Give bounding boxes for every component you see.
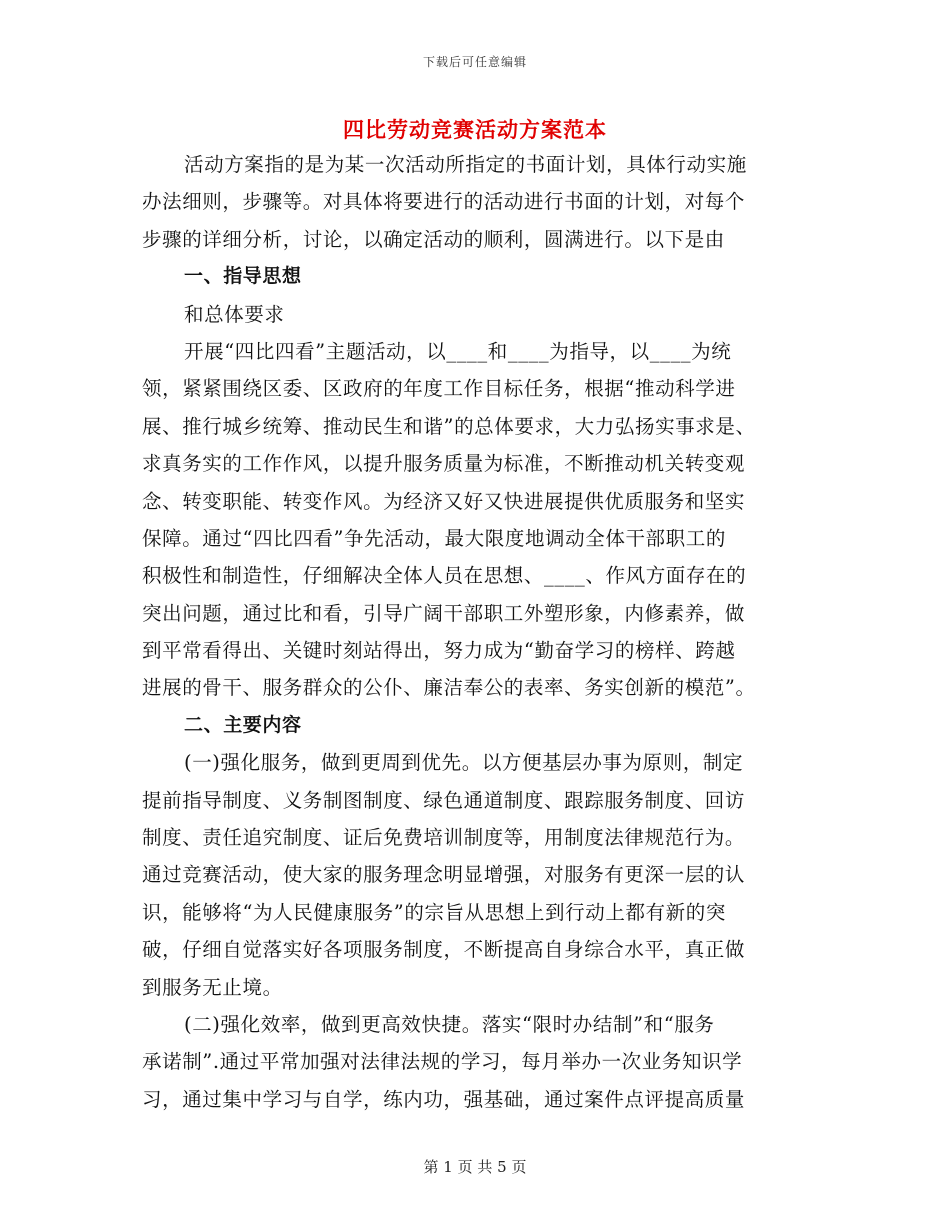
body-line: 识，能够将“为人民健康服务”的宗旨从思想上到行动上都有新的突 <box>142 900 726 924</box>
body-line: 提前指导制度、义务制图制度、绿色通道制度、跟踪服务制度、回访 <box>142 788 746 812</box>
body-line: 进展的骨干、服务群众的公仆、廉洁奉公的表率、务实创新的模范”。 <box>142 676 756 700</box>
document-title: 四比劳动竞赛活动方案范本 <box>343 117 607 142</box>
header-note: 下载后可任意编辑 <box>422 55 527 69</box>
body-line: 求真务实的工作作风，以提升服务质量为标准，不断推动机关转变观 <box>142 452 746 476</box>
body-line: 展、推行城乡统筹、推动民生和谐”的总体要求，大力弘扬实事求是、 <box>142 414 756 438</box>
body-line: 步骤的详细分析，讨论，以确定活动的顺利，圆满进行。以下是由 <box>142 227 725 251</box>
body-line: (一)强化服务，做到更周到优先。以方便基层办事为原则，制定 <box>184 751 744 775</box>
body-line: 制度、责任追究制度、证后免费培训制度等，用制度法律规范行为。 <box>142 826 746 850</box>
section-heading-1: 一、指导思想 <box>184 265 302 288</box>
body-line: 习，通过集中学习与自学，练内功，强基础，通过案件点评提高质量 <box>142 1087 746 1111</box>
body-line: (二)强化效率，做到更高效快捷。落实“限时办结制”和“服务 <box>184 1012 715 1036</box>
page-footer: 第 1 页 共 5 页 <box>423 1158 527 1176</box>
body-line: 突出问题，通过比和看，引导广阔干部职工外塑形象，内修素养，做 <box>142 601 746 625</box>
body-line: 开展“四比四看”主题活动，以____和____为指导，以____为统 <box>184 339 732 363</box>
body-line: 办法细则，步骤等。对具体将要进行的活动进行书面的计划，对每个 <box>142 190 746 214</box>
section-heading-2: 二、主要内容 <box>184 713 302 736</box>
body-line: 到服务无止境。 <box>142 975 283 999</box>
body-line: 保障。通过“四比四看”争先活动，最大限度地调动全体干部职工的 <box>142 526 726 550</box>
body-line: 破，仔细自觉落实好各项服务制度，不断提高自身综合水平，真正做 <box>142 938 746 962</box>
document-body <box>142 146 810 1118</box>
body-line: 通过竞赛活动，使大家的服务理念明显增强，对服务有更深一层的认 <box>142 863 746 887</box>
body-line: 念、转变职能、转变作风。为经济又好又快进展提供优质服务和坚实 <box>142 489 746 513</box>
body-line: 承诺制”.通过平常加强对法律法规的学习，每月举办一次业务知识学 <box>142 1050 743 1074</box>
body-line: 到平常看得出、关键时刻站得出，努力成为“勤奋学习的榜样、跨越 <box>142 639 736 663</box>
body-line: 积极性和制造性，仔细解决全体人员在思想、____、作风方面存在的 <box>142 564 747 588</box>
body-line: 和总体要求 <box>184 302 285 326</box>
body-line: 领，紧紧围绕区委、区政府的年度工作目标任务，根据“推动科学进 <box>142 377 736 401</box>
body-line: 活动方案指的是为某一次活动所指定的书面计划，具体行动实施 <box>184 153 747 176</box>
